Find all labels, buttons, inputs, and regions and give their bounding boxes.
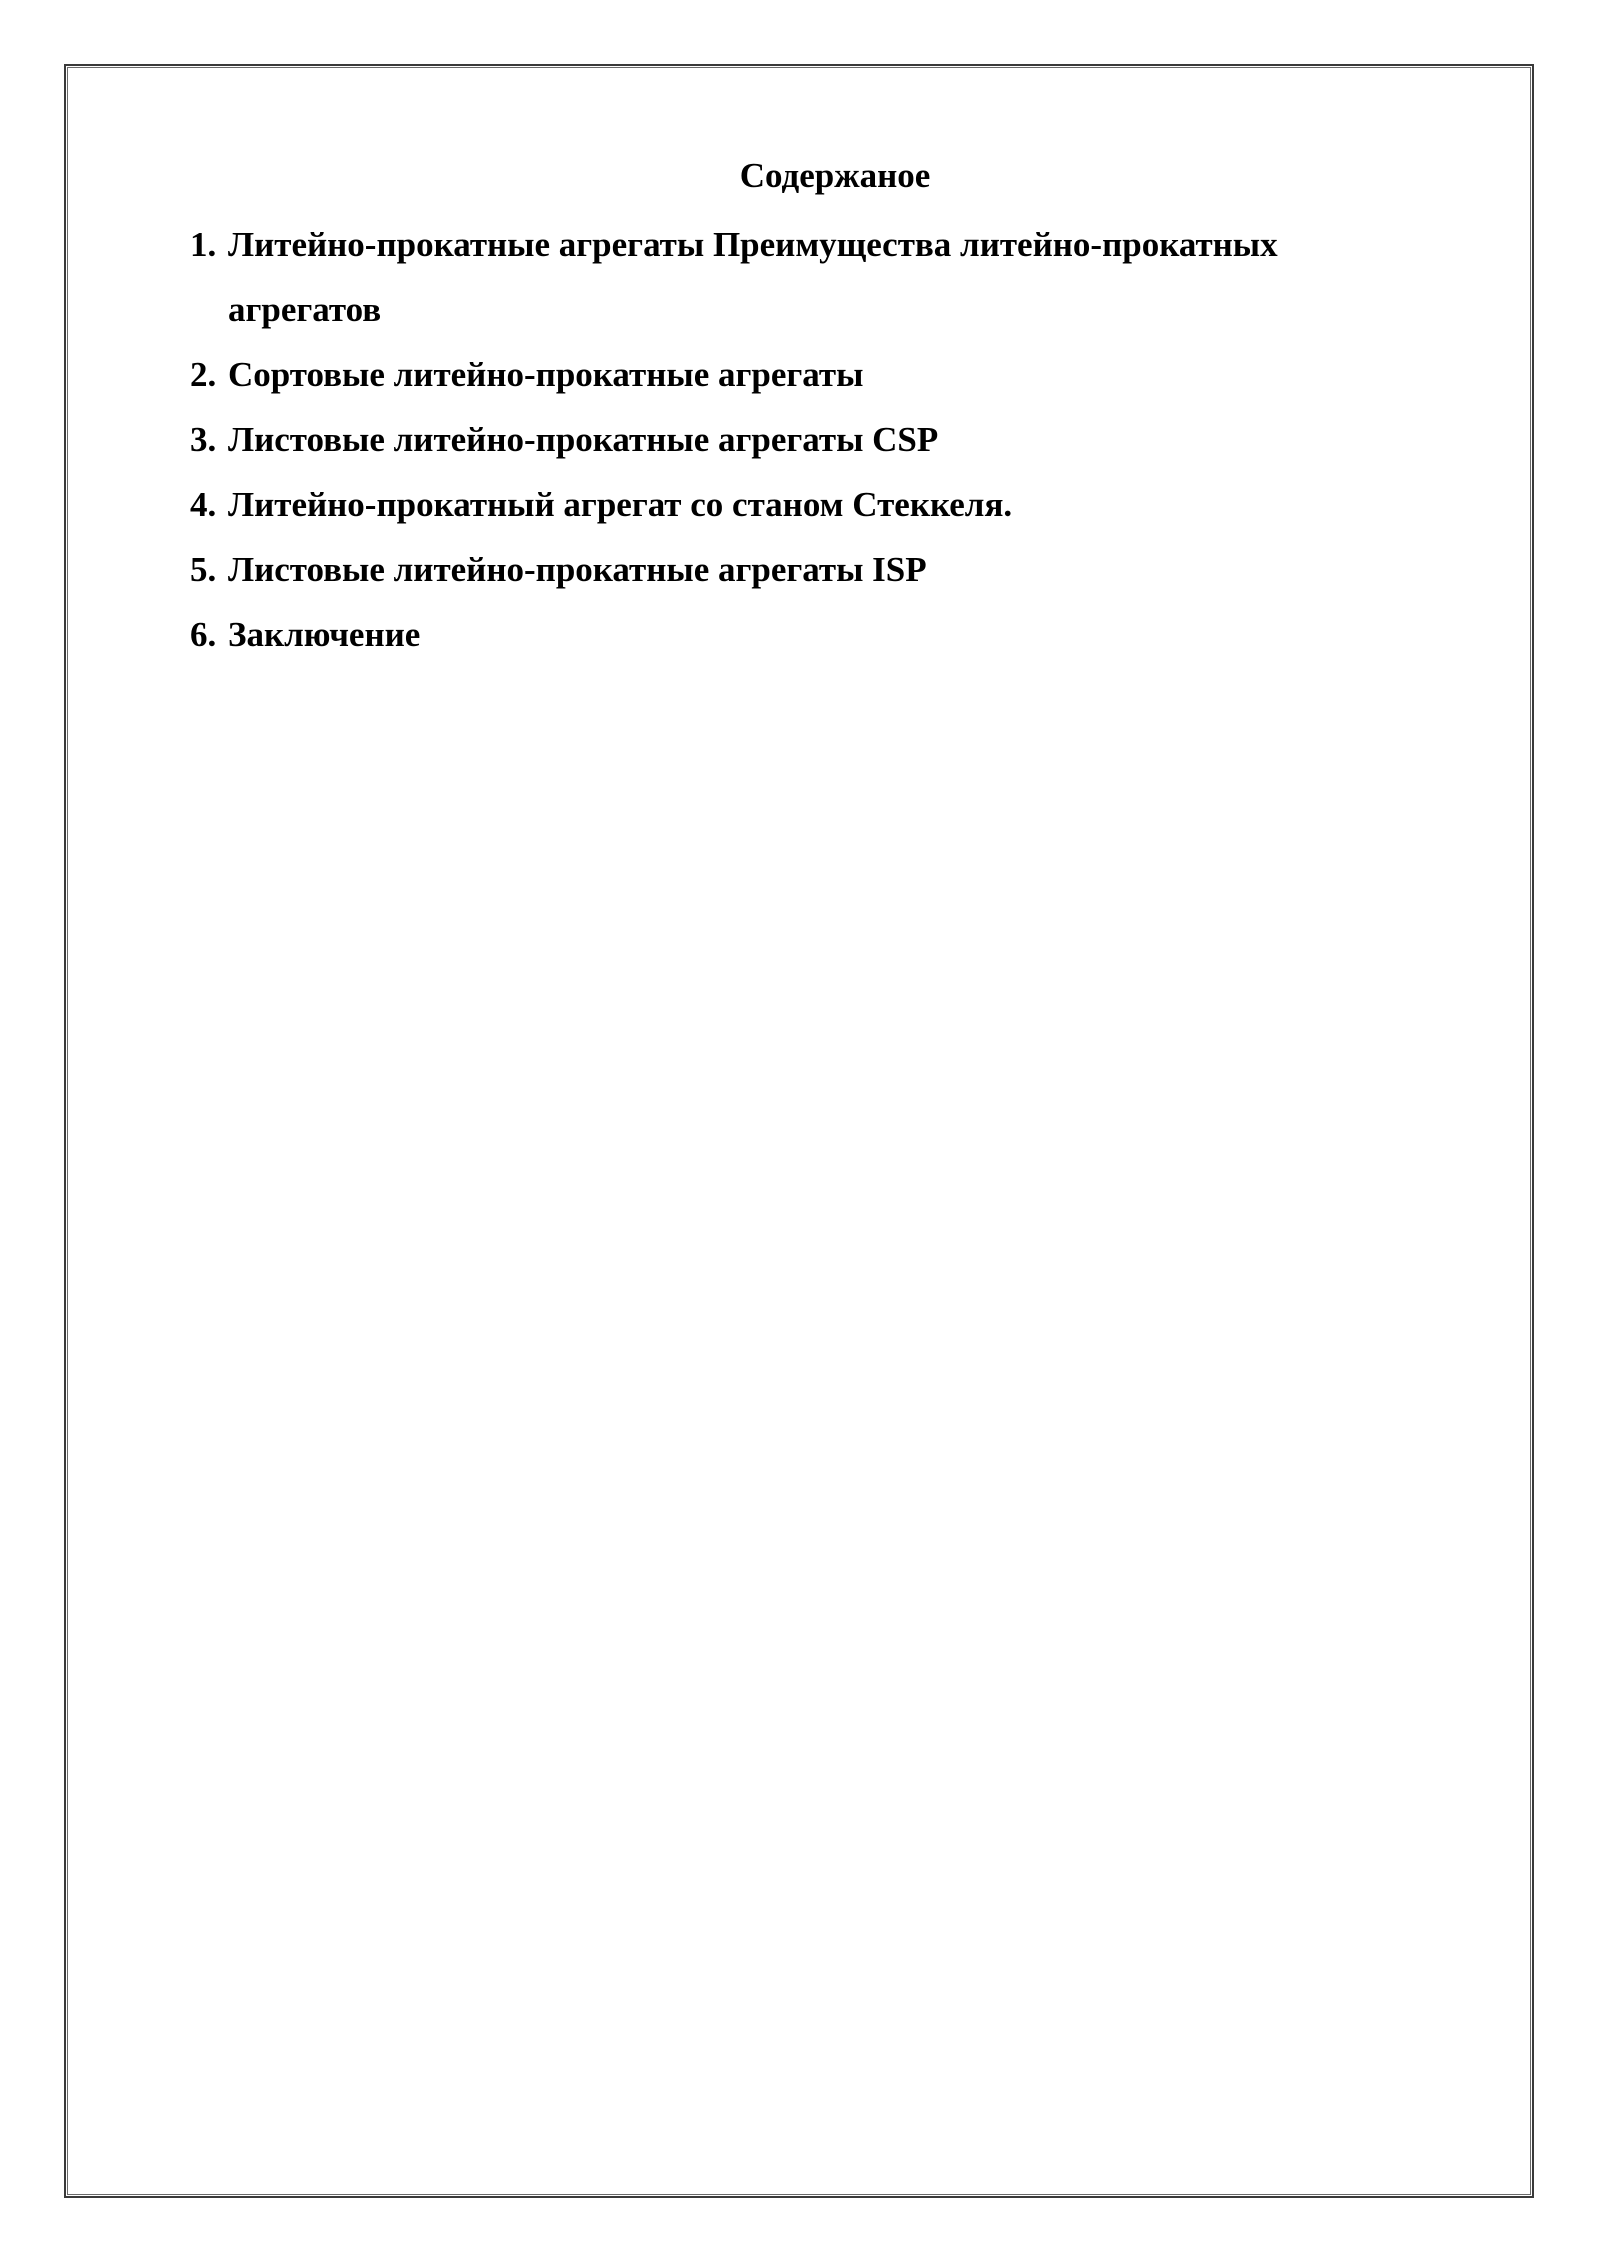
toc-item-number: 1. [190,225,217,264]
toc-item-text: Сортовые литейно-прокатные агрегаты [228,355,864,394]
document-body [190,148,1400,667]
toc-item-number: 5. [190,550,217,589]
toc-item-text: Листовые литейно-прокатные агрегаты CSP [228,420,939,459]
toc-item [190,472,1400,537]
toc-item-number: 4. [190,485,217,524]
toc-item-number: 3. [190,420,217,459]
toc-item-text: Листовые литейно-прокатные агрегаты ISP [228,550,927,589]
toc-item-text: Литейно-прокатные агрегаты Преимущества литейно-прокатных агрегатов [228,225,1278,329]
toc-item-text: Литейно-прокатный агрегат со станом Стеккеля. [228,485,1013,524]
toc-item [190,212,1400,342]
toc-item [190,602,1400,667]
toc-item [190,407,1400,472]
toc-item-number: 2. [190,355,217,394]
toc-item-text: Заключение [228,615,421,654]
toc-item [190,342,1400,407]
toc-title: Содержаное [739,156,931,195]
toc-item [190,537,1400,602]
toc-list [190,212,1400,667]
toc-item-number: 6. [190,615,217,654]
